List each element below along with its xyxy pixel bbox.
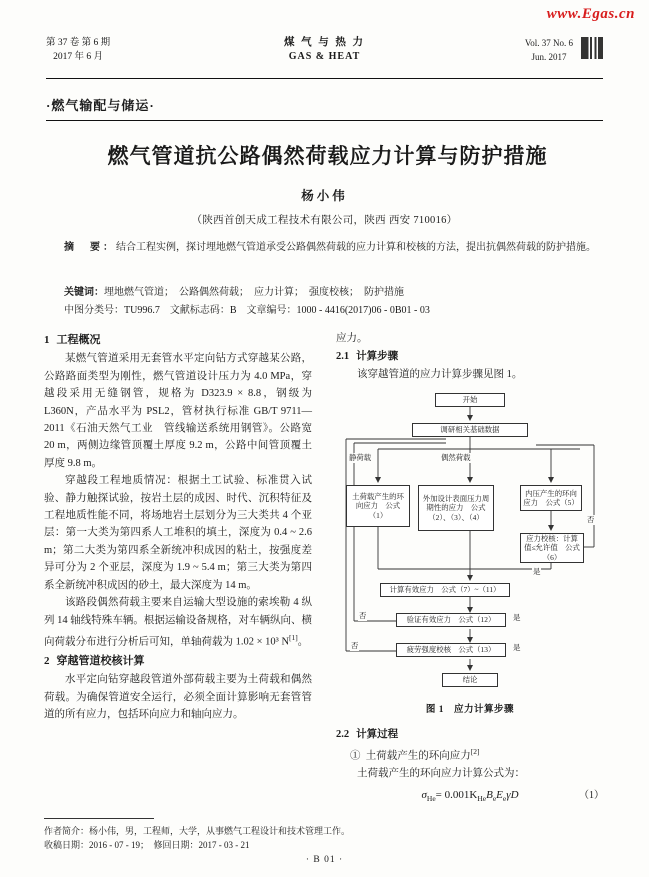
paragraph-4: 水平定向钻穿越段管道外部荷载主要为土荷载和偶然荷载。为确保管道安全运行，必须全面计算影响无套管管道的所有应力，包括环向应力和轴向应力。 <box>44 674 312 721</box>
formula-1-term-2: B <box>486 789 493 802</box>
paragraph-6-text: 土荷载产生的环向应力 <box>365 750 471 762</box>
column-tag: ·燃气输配与储运· <box>46 98 155 113</box>
flow-label-accidental-load: 偶然荷载 <box>441 453 471 463</box>
submission-dates: 收稿日期：2016 - 07 - 19； 修回日期：2017 - 03 - 21 <box>44 840 250 850</box>
clc-value: TU996.7 <box>124 305 160 316</box>
date-line-en: Jun. 2017 <box>531 52 567 62</box>
article-id-value: 1000 - 4416(2017)06 - 0B01 - 03 <box>296 305 430 316</box>
volume-issue-en <box>525 36 573 64</box>
paragraph-2: 穿越段工程地质情况：根据土工试验、标准贯入试验、静力触探试验，按岩土层的成因、时代、沉积特征及工程地质性能不同，将场地岩土层划分为三大类共 4 个亚层：第一大类为第四系人工堆积的填土，深度为 0.4 ~ 2.6 m；第二大类为第四系全新统冲积成因的粘土，按强度差异可分为 2 个亚层，深度为 1.9 ~ 5.4 m；第三大类为第四系全新统冲积成因的砂土，最大深度为 14 m。 <box>44 475 312 591</box>
article-id-label: 文章编号： <box>246 305 297 316</box>
formula-1-sub-1: He <box>477 794 487 804</box>
list-marker-1: ① <box>350 750 361 762</box>
doc-value: B <box>229 305 237 316</box>
formula-1-term-3: E <box>496 789 503 802</box>
flow-node-soil-stress: 土荷载产生的环向应力 公式（1） <box>346 485 410 527</box>
formula-1-lhs: σ <box>421 789 427 802</box>
paragraph-3-text: 该路段偶然荷载主要来自运输大型设施的索埃勒 4 纵列 14 轴线特殊车辆。根据运输设备规格，对车辆纵向、横向荷载分布进行分析后可知，单轴荷载为 1.02 × 10³ N <box>44 597 312 648</box>
footnote-divider <box>44 818 154 819</box>
figure-caption: 图 1 应力计算步骤 <box>425 705 515 716</box>
heading-1-number: 1 <box>44 334 50 346</box>
formula-1-sub-2: e <box>492 794 497 804</box>
flow-node-effective-stress: 计算有效应力 公式（7）~（11） <box>380 583 510 597</box>
header-divider <box>46 78 603 79</box>
flowchart-figure <box>336 387 604 699</box>
heading-2-2-text: 计算过程 <box>356 728 399 740</box>
clc-label: 中图分类号： <box>64 305 124 316</box>
flow-branch-no-3: 否 <box>351 641 359 651</box>
page-title: 燃气管道抗公路偶然荷载应力计算与防护措施 <box>107 144 548 168</box>
doc-label: 文献标志码： <box>169 305 230 316</box>
paragraph-6 <box>336 743 604 765</box>
keywords-block <box>64 285 599 301</box>
qr-code-icon <box>581 37 603 59</box>
formula-1-sub-3: e <box>502 794 507 804</box>
abstract-block <box>64 240 599 256</box>
heading-2-number: 2 <box>44 654 50 667</box>
heading-section-2-1 <box>336 348 604 365</box>
flow-branch-no-2: 否 <box>359 611 367 621</box>
column-left <box>44 330 312 723</box>
formula-1-rhs: = 0.001K <box>435 789 478 802</box>
footnote-block <box>44 824 464 852</box>
date-line: 2017 年 6 月 <box>53 52 104 62</box>
heading-2-1-number: 2.1 <box>336 351 350 363</box>
paragraph-7: 土荷载产生的环向应力计算公式为： <box>357 767 525 779</box>
paragraph-3 <box>44 594 312 651</box>
paragraph-3-tail: 。 <box>297 636 309 648</box>
abstract-label: 摘 要： <box>64 242 116 253</box>
flow-node-fatigue-check: 疲劳强度校核 公式（13） <box>396 643 506 657</box>
flow-branch-yes-3: 是 <box>513 643 521 653</box>
heading-2-2-number: 2.2 <box>336 728 350 740</box>
heading-2-text: 穿越管道校核计算 <box>56 654 145 667</box>
paragraph-carryover: 应力。 <box>336 333 368 344</box>
flow-node-end: 结论 <box>442 673 498 687</box>
author-bio: 作者简介：杨小伟，男，工程师，大学，从事燃气工程设计和技术管理工作。 <box>44 826 351 836</box>
journal-header <box>46 36 603 72</box>
paragraph-5: 该穿越管道的应力计算步骤见图 1。 <box>357 368 523 380</box>
heading-section-2 <box>44 653 312 670</box>
heading-1-text: 工程概况 <box>56 334 101 346</box>
reference-marker-2: [2] <box>470 747 480 757</box>
classification-block <box>64 303 599 319</box>
journal-name-cn: 煤 气 与 热 力 <box>284 37 365 48</box>
flow-node-design-stress: 外加设计表面压力周期性的应力 公式（2）、（3）、（4） <box>418 485 494 531</box>
heading-2-1-text: 计算步骤 <box>356 351 399 363</box>
abstract-text: 结合工程实例，探讨埋地燃气管道承受公路偶然荷载的应力计算和校核的方法，提出抗偶然荷载的防护措施。 <box>116 242 596 253</box>
flow-node-verify-effective: 验证有效应力 公式（12） <box>396 613 506 627</box>
column-right <box>336 330 604 808</box>
flow-label-static-load: 静荷载 <box>349 453 372 463</box>
volume-issue <box>46 36 110 64</box>
volume-line: 第 37 卷 第 6 期 <box>46 38 111 48</box>
journal-name <box>284 36 365 63</box>
page-number: · B 01 · <box>305 855 344 865</box>
flow-node-check-stress: 应力校核：计算值≤允许值 公式（6） <box>520 533 584 563</box>
site-watermark: www.Egas.cn <box>546 6 635 22</box>
flow-branch-yes-1: 是 <box>533 567 541 577</box>
formula-1 <box>336 787 604 808</box>
flow-node-internal-pressure: 内压产生的环向应力 公式（5） <box>520 485 582 511</box>
formula-1-number: （1） <box>579 790 604 802</box>
author-name: 杨小伟 <box>301 189 348 203</box>
flow-node-base-data: 调研相关基础数据 <box>412 423 528 437</box>
author-affiliation: （陕西首创天成工程技术有限公司，陕西 西安 710016） <box>191 215 458 226</box>
flow-node-start: 开始 <box>435 393 505 407</box>
volume-line-en: Vol. 37 No. 6 <box>524 38 573 48</box>
heading-section-1 <box>44 332 312 349</box>
heading-section-2-2 <box>336 726 604 743</box>
reference-marker-1: [1] <box>289 632 298 642</box>
flow-branch-no-1: 否 <box>587 515 595 525</box>
paragraph-1: 某燃气管道采用无套管水平定向钻方式穿越某公路，公路路面类型为刚性，燃气管道设计压力为 4.0 MPa，穿越段采用无缝钢管，规格为 D323.9 × 8.8，钢级为 L360N，产品水平为 PSL2，管材执行标准 GB/T 9711—2011《石油天然气工业 管线输送系统用钢管》。公路宽 20 m，两侧边缘管顶覆土厚度 9.2 m，公路中间管顶覆土厚度 9.8 m。 <box>44 353 312 469</box>
formula-1-lhs-sub: He <box>426 794 436 804</box>
flow-branch-yes-2: 是 <box>513 613 521 623</box>
column-tag-divider <box>46 120 603 121</box>
keywords-text: 埋地燃气管道； 公路偶然荷载； 应力计算； 强度校核； 防护措施 <box>104 287 404 298</box>
keywords-label: 关键词： <box>64 287 104 298</box>
formula-1-term-4: γD <box>506 789 519 802</box>
journal-name-en: GAS & HEAT <box>288 51 361 62</box>
